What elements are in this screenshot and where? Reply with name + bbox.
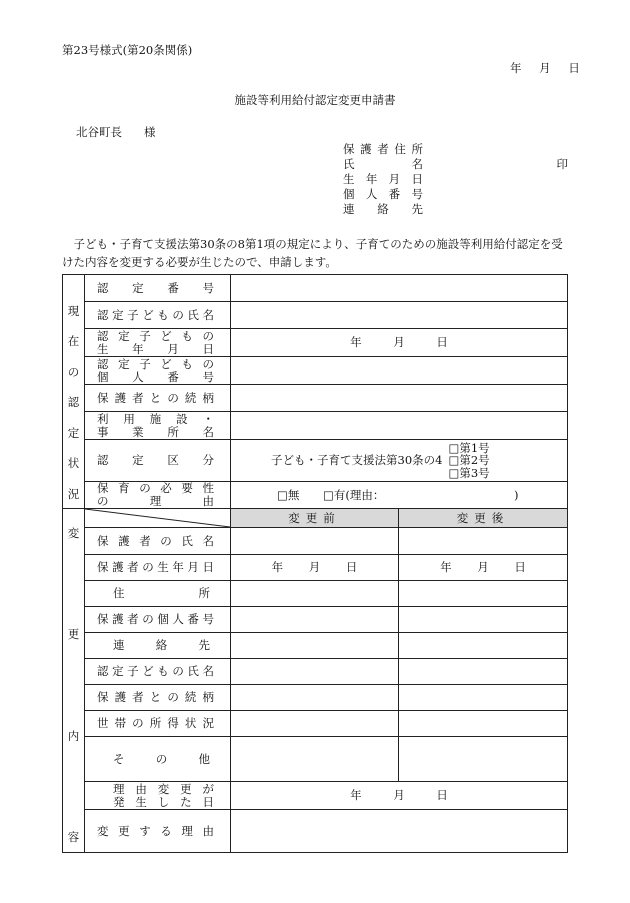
- change-content-side-label: 変 更 内 容: [63, 509, 85, 853]
- other-before[interactable]: [231, 737, 399, 782]
- date-day: 日: [568, 61, 580, 75]
- applicant-contact-label: 連絡先: [343, 202, 423, 216]
- category-law-text: 子ども・子育て支援法第30条の4: [271, 453, 443, 467]
- child-name-field[interactable]: [231, 302, 568, 329]
- other-label: その他: [85, 737, 231, 782]
- header-before: 変更前: [231, 509, 399, 528]
- form-number: 第23号様式(第20条関係): [62, 43, 193, 57]
- contact-label: 連絡先: [85, 633, 231, 659]
- child-number-field[interactable]: [231, 357, 568, 385]
- submission-date[interactable]: [510, 60, 580, 76]
- relationship-field[interactable]: [231, 385, 568, 412]
- need-none-checkbox[interactable]: □無: [277, 487, 300, 502]
- change-child-name-before[interactable]: [231, 659, 399, 685]
- addressee: 北谷町長 様: [76, 125, 156, 139]
- category-option-1[interactable]: □第1号: [448, 440, 490, 455]
- change-child-name-after[interactable]: [399, 659, 568, 685]
- guardian-number-before[interactable]: [231, 607, 399, 633]
- current-status-side-label: 現 在 の 認 定 状 況: [63, 275, 85, 509]
- need-reason-close: ): [514, 487, 519, 502]
- address-after[interactable]: [399, 581, 568, 607]
- reason-label: 変更する理由: [85, 810, 231, 853]
- cert-number-field[interactable]: [231, 275, 568, 302]
- facility-field[interactable]: [231, 412, 568, 440]
- applicant-block: [343, 141, 568, 216]
- application-form-table: [62, 274, 568, 853]
- change-relationship-before[interactable]: [231, 685, 399, 711]
- reason-field[interactable]: [231, 810, 568, 853]
- intro-text: 子ども・子育て支援法第30条の8第1項の規定により、子育てのための施設等利用給付認定を受けた内容を変更する必要が生じたので、申請します。: [62, 237, 563, 269]
- child-name-label: 認定子どもの氏名: [85, 302, 231, 329]
- change-child-name-label: 認定子どもの氏名: [85, 659, 231, 685]
- change-relationship-label: 保護者との続柄: [85, 685, 231, 711]
- child-number-label: 認定子どもの 個人番号: [85, 357, 231, 385]
- childcare-need-field[interactable]: [231, 482, 568, 509]
- guardian-name-label: 保護者の氏名: [85, 528, 231, 555]
- contact-after[interactable]: [399, 633, 568, 659]
- category-options: [448, 442, 489, 480]
- category-field[interactable]: [231, 440, 568, 482]
- relationship-label: 保護者との続柄: [85, 385, 231, 412]
- income-after[interactable]: [399, 711, 568, 737]
- other-after[interactable]: [399, 737, 568, 782]
- seal-mark: 印: [556, 157, 568, 171]
- applicant-birth-label: 生年月日: [343, 172, 423, 186]
- category-option-3[interactable]: □第3号: [448, 465, 490, 480]
- diagonal-header-cell: [85, 509, 231, 528]
- guardian-number-after[interactable]: [399, 607, 568, 633]
- child-birth-field[interactable]: 年 月 日: [231, 329, 568, 357]
- guardian-number-label: 保護者の個人番号: [85, 607, 231, 633]
- page-title: 施設等利用給付認定変更申請書: [234, 93, 396, 107]
- contact-before[interactable]: [231, 633, 399, 659]
- guardian-name-before[interactable]: [231, 528, 399, 555]
- facility-label: 利用施設・ 事業所名: [85, 412, 231, 440]
- address-label: 住所: [85, 581, 231, 607]
- childcare-need-label: 保育の必要性 の理由: [85, 482, 231, 509]
- date-month: 月: [539, 61, 551, 75]
- category-label: 認定区分: [85, 440, 231, 482]
- guardian-name-after[interactable]: [399, 528, 568, 555]
- header-after: 変更後: [399, 509, 568, 528]
- applicant-name-label: 氏名: [343, 157, 423, 171]
- change-relationship-after[interactable]: [399, 685, 568, 711]
- cert-number-label: 認定番号: [85, 275, 231, 302]
- guardian-birth-before[interactable]: 年 月 日: [231, 555, 399, 581]
- guardian-birth-label: 保護者の生年月日: [85, 555, 231, 581]
- reason-date-label: 理由変更が 発生した日: [85, 782, 231, 810]
- applicant-number-label: 個人番号: [343, 187, 423, 201]
- date-year: 年: [510, 61, 522, 75]
- income-before[interactable]: [231, 711, 399, 737]
- reason-date-field[interactable]: 年 月 日: [231, 782, 568, 810]
- income-label: 世帯の所得状況: [85, 711, 231, 737]
- applicant-address-label: 保護者住所: [343, 142, 423, 156]
- need-yes-checkbox[interactable]: □有(理由：: [323, 487, 385, 502]
- child-birth-label: 認定子どもの 生年月日: [85, 329, 231, 357]
- address-before[interactable]: [231, 581, 399, 607]
- guardian-birth-after[interactable]: 年 月 日: [399, 555, 568, 581]
- category-option-2[interactable]: □第2号: [448, 453, 490, 468]
